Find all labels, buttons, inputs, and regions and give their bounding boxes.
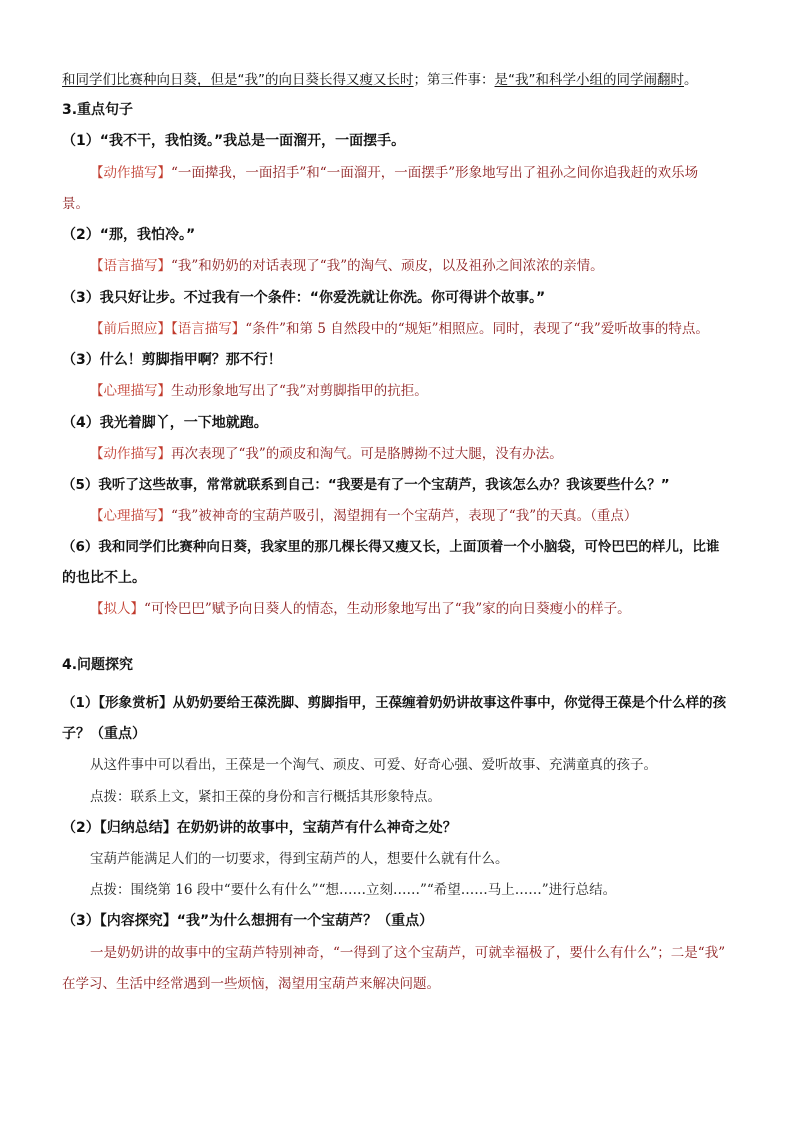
- section4-title: 4.问题探究: [62, 657, 134, 673]
- q1-line2: 子？（重点）: [62, 726, 146, 742]
- comment-3: [90, 319, 709, 339]
- comment-4: [90, 381, 428, 401]
- comment-6-text: “我”被神奇的宝葫芦吸引，渴望拥有一个宝葫芦，表现了“我”的天真。（重点）: [171, 508, 638, 524]
- tag-4: 【心理描写】: [90, 383, 171, 399]
- tag-2: 【语言描写】: [90, 258, 171, 274]
- comment-2: [90, 256, 604, 276]
- q2-hint: 点拨：围绕第 16 段中“要什么有什么”“想……立刻……”“希望……马上……”进行总结。: [90, 882, 617, 898]
- tag-5: 【动作描写】: [90, 446, 171, 462]
- tag-3: 【前后照应】【语言描写】: [90, 321, 246, 337]
- q2-line1: （2）【归纳总结】在奶奶讲的故事中，宝葫芦有什么神奇之处？: [62, 820, 457, 836]
- q1-answer: 从这件事中可以看出，王葆是一个淘气、顽皮、可爱、好奇心强、爱听故事、充满童真的孩子。: [90, 757, 657, 773]
- q1-hint: 点拨：联系上文，紧扣王葆的身份和言行概括其形象特点。: [90, 789, 441, 805]
- q3-answer-line2: 在学习、生活中经常遇到一些烦恼，渴望用宝葫芦来解决问题。: [62, 976, 440, 992]
- comment-1-text: “一面撵我，一面招手”和“一面溜开，一面摆手”形象地写出了祖孙之间你追我赶的欢乐场: [171, 165, 699, 181]
- sentence-1: （1）“我不干，我怕烫。”我总是一面溜开，一面摆手。: [62, 133, 406, 149]
- top-line-part5: 。: [684, 72, 698, 88]
- comment-1-cont: 景。: [62, 196, 89, 212]
- comment-6: [90, 506, 637, 526]
- comment-7: [90, 599, 631, 619]
- sentence-2: （2）“那，我怕冷。”: [62, 227, 196, 243]
- comment-5: [90, 444, 563, 464]
- tag-1: 【动作描写】: [90, 165, 171, 181]
- top-line-part4: 是“我”和科学小组的同学闹翻时: [494, 72, 684, 88]
- sentence-4: （3）什么！剪脚指甲啊？那不行！: [62, 352, 282, 368]
- sentence-3: （3）我只好让步。不过我有一个条件：“你爱洗就让你洗。你可得讲个故事。”: [62, 290, 546, 306]
- tag-7: 【拟人】: [90, 601, 144, 617]
- section3-title: 3.重点句子: [62, 102, 134, 118]
- sentence-7: （6）我和同学们比赛种向日葵，我家里的那几棵长得又瘦又长，上面顶着一个小脑袋，可怜巴巴的样儿，比谁: [62, 539, 720, 555]
- top-continuation-line: [62, 70, 698, 90]
- comment-1: [90, 163, 698, 183]
- comment-7-text: “可怜巴巴”赋予向日葵人的情态，生动形象地写出了“我”家的向日葵瘦小的样子。: [144, 601, 631, 617]
- comment-5-text: 再次表现了“我”的顽皮和淘气。可是胳膊拗不过大腿，没有办法。: [171, 446, 563, 462]
- q2-answer: 宝葫芦能满足人们的一切要求，得到宝葫芦的人，想要什么就有什么。: [90, 851, 509, 867]
- q3-line1: （3）【内容探究】“我”为什么想拥有一个宝葫芦？（重点）: [62, 913, 434, 929]
- q1-line1: （1）【形象赏析】从奶奶要给王葆洗脚、剪脚指甲，王葆缠着奶奶讲故事这件事中，你觉得王葆是个什么样的孩: [62, 695, 727, 711]
- top-line-part3: ；第三件事：: [413, 72, 495, 88]
- comment-4-text: 生动形象地写出了“我”对剪脚指甲的抗拒。: [171, 383, 428, 399]
- top-line-part2: “我”的向日葵长得又瘦又长时: [237, 72, 414, 88]
- q3-answer-line1: 一是奶奶讲的故事中的宝葫芦特别神奇，“一得到了这个宝葫芦，可就幸福极了，要什么有什么”；二是“我”: [90, 945, 726, 961]
- sentence-7-cont: 的也比不上。: [62, 570, 146, 586]
- sentence-6: （5）我听了这些故事，常常就联系到自己：“我要是有了一个宝葫芦，我该怎么办？我该要些什么？”: [62, 477, 670, 493]
- tag-6: 【心理描写】: [90, 508, 171, 524]
- top-line-part1: 和同学们比赛种向日葵，但是: [62, 72, 238, 88]
- comment-2-text: “我”和奶奶的对话表现了“我”的淘气、顽皮，以及祖孙之间浓浓的亲情。: [171, 258, 604, 274]
- sentence-5: （4）我光着脚丫，一下地就跑。: [62, 415, 268, 431]
- comment-3-text: “条件”和第 5 自然段中的“规矩”相照应。同时，表现了“我”爱听故事的特点。: [245, 321, 709, 337]
